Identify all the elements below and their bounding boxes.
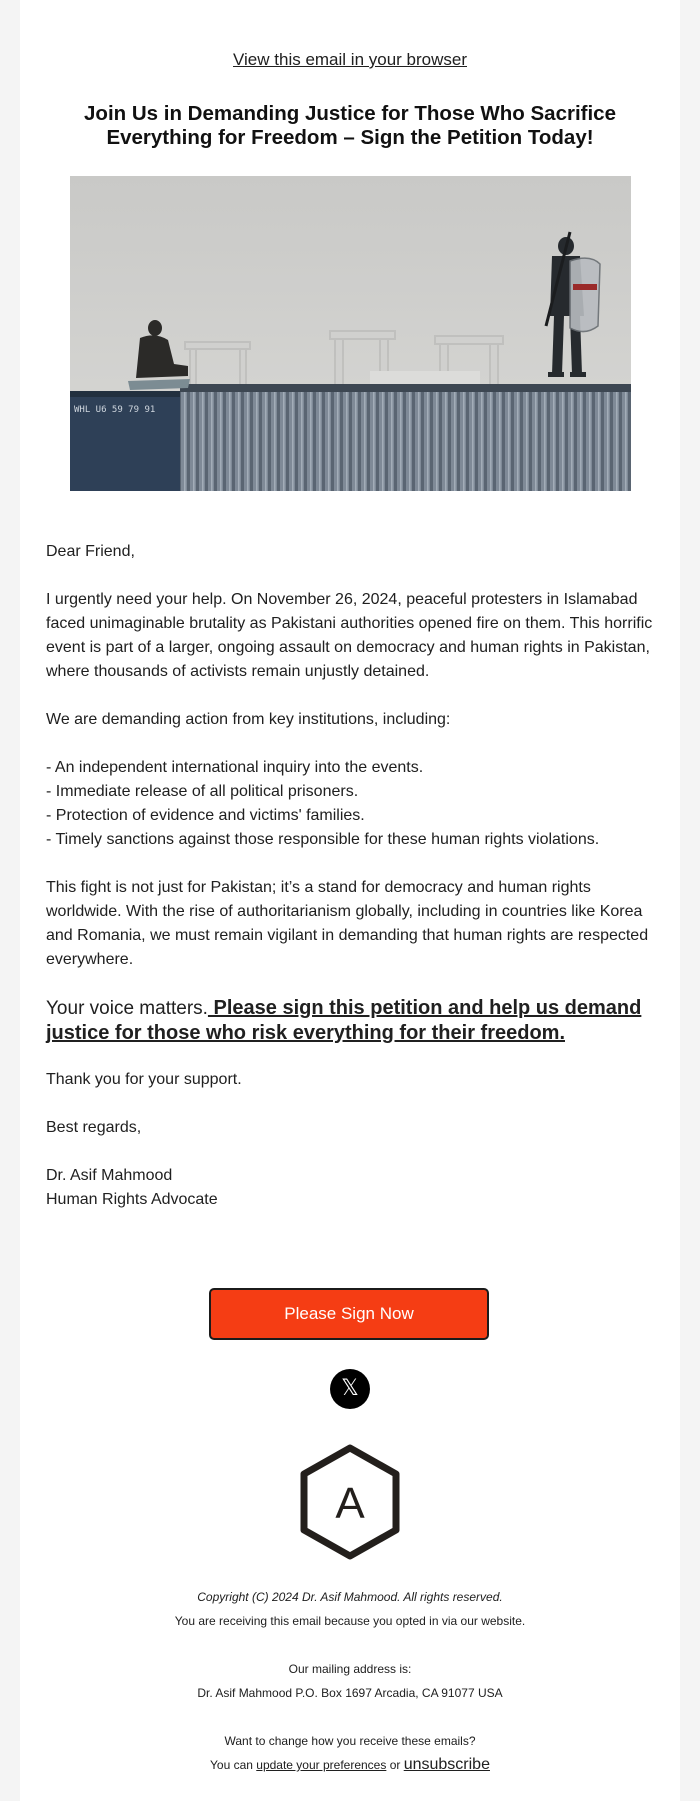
x-social-icon[interactable]: 𝕏 [330,1369,370,1409]
greeting: Dear Friend, [46,543,135,560]
demands-list [46,756,656,852]
container-id-text: WHL U6 59 79 91 [74,405,156,415]
list-item: - Protection of evidence and victims' families. [46,807,365,824]
change-prefs-text: Want to change how you receive these emails? [224,1734,476,1748]
body-paragraph-3: This fight is not just for Pakistan; it’s a stand for democracy and human rights worldwide. With the rise of authoritarianism globally, including in countries like Korea and Romania, we must remain vigilant in demanding that human rights are respected everywhere. [46,879,649,968]
prefs-prefix: You can [210,1758,257,1772]
hexagon-logo [296,1442,404,1562]
update-preferences-link[interactable]: update your preferences [256,1758,387,1772]
voice-prefix: Your voice matters. [46,998,208,1019]
copyright-text: Copyright (C) 2024 Dr. Asif Mahmood. All rights reserved. [197,1590,503,1604]
view-in-browser-link[interactable]: View this email in your browser [233,50,467,69]
email-card [20,0,680,1801]
signer-title: Human Rights Advocate [46,1191,218,1208]
optin-text: You are receiving this email because you opted in via our website. [174,1614,526,1628]
list-item: - An independent international inquiry into the events. [46,759,424,776]
thanks-text: Thank you for your support. [46,1071,242,1088]
regards-text: Best regards, [46,1119,142,1136]
body-paragraph-2: We are demanding action from key institutions, including: [46,711,451,728]
prefs-or: or [386,1758,404,1772]
prefs-line [20,1757,680,1773]
mailing-address: Dr. Asif Mahmood P.O. Box 1697 Arcadia, CA 91077 USA [197,1686,503,1700]
petition-link[interactable]: Please sign this petition and help us demand justice for those who risk everything for their freedom. [46,997,642,1044]
mailing-address-label: Our mailing address is: [288,1662,412,1676]
hero-image [70,176,631,491]
list-item: - Timely sanctions against those responsible for these human rights violations. [46,831,600,848]
sign-now-button[interactable]: Please Sign Now [209,1288,489,1340]
list-item: - Immediate release of all political prisoners. [46,783,359,800]
unsubscribe-link[interactable]: unsubscribe [403,1756,490,1773]
voice-matters-line [46,996,656,1046]
logo-letter: A [335,1479,365,1528]
email-headline: Join Us in Demanding Justice for Those Who Sacrifice Everything for Freedom – Sign the Petition Today! [84,102,616,149]
signer-name: Dr. Asif Mahmood [46,1167,173,1184]
body-paragraph-1: I urgently need your help. On November 26, 2024, peaceful protesters in Islamabad faced unimaginable brutality as Pakistani authorities opened fire on them. This horrific event is part of a larger, ongoing assault on democracy and human rights in Pakistan, where thousands of activists remain unjustly detained. [46,591,653,680]
